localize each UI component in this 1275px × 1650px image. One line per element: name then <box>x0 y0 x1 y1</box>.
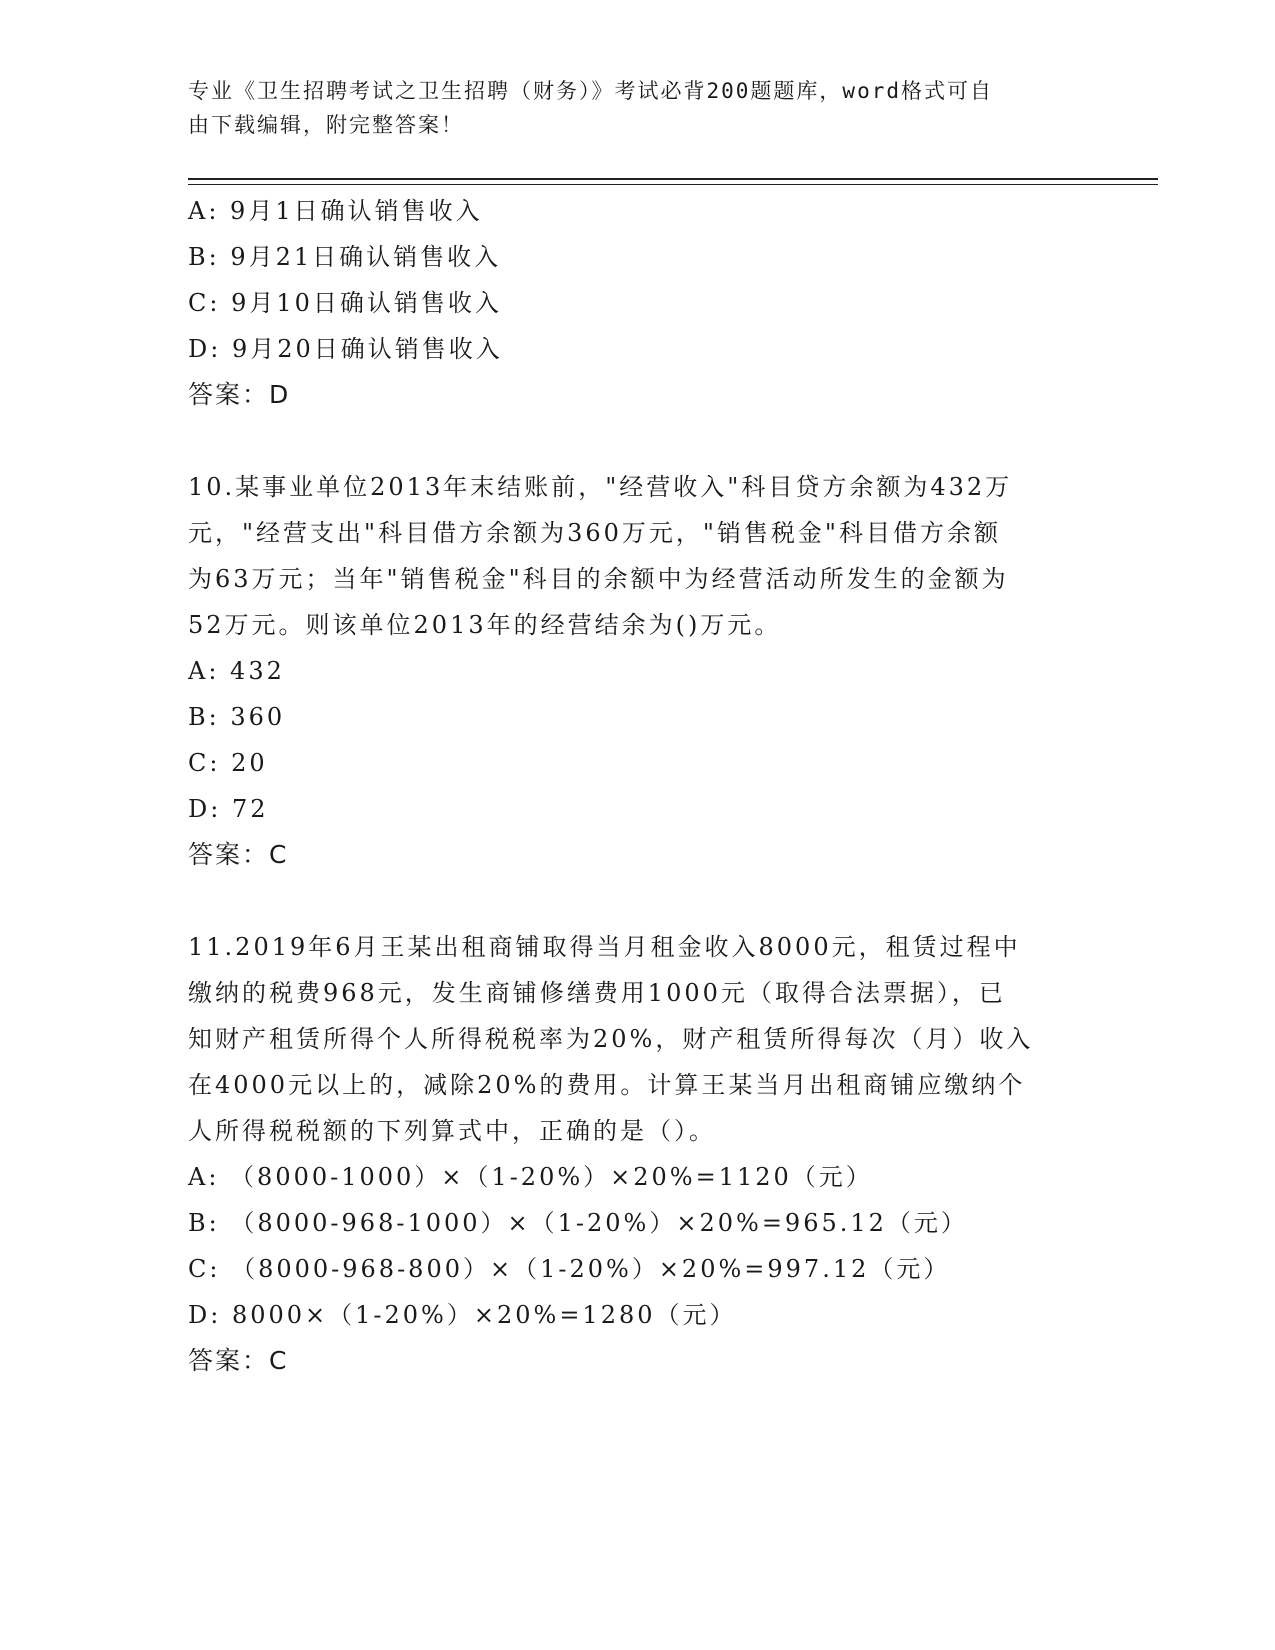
q9-option-d: D: 9月20日确认销售收入 <box>188 335 503 363</box>
q10-answer: 答案：C <box>188 840 289 869</box>
header-line-1: 专业《卫生招聘考试之卫生招聘（财务）》考试必背200题题库，word格式可自 <box>188 79 993 103</box>
q10-option-c: C: 20 <box>188 749 268 777</box>
q11-stem-line-3: 知财产租赁所得个人所得税税率为20%，财产租赁所得每次（月）收入 <box>188 1025 1034 1053</box>
q9-option-a: A: 9月1日确认销售收入 <box>188 197 483 225</box>
q11-answer: 答案：C <box>188 1346 289 1375</box>
document-header <box>188 74 1088 142</box>
q10-option-d: D: 72 <box>188 795 269 823</box>
spacer <box>188 418 1088 464</box>
spacer <box>188 878 1088 924</box>
q11-stem-line-1: 11.2019年6月王某出租商铺取得当月租金收入8000元，租赁过程中 <box>188 933 1021 961</box>
q11-option-b: B: （8000-968-1000）×（1-20%）×20%=965.12（元） <box>188 1209 968 1237</box>
question-11 <box>188 924 1088 1384</box>
q10-stem-line-1: 10.某事业单位2013年末结账前，"经营收入"科目贷方余额为432万 <box>188 473 1013 501</box>
question-10 <box>188 464 1088 878</box>
q10-option-b: B: 360 <box>188 703 286 731</box>
document-body <box>188 188 1088 1384</box>
q9-option-b: B: 9月21日确认销售收入 <box>188 243 502 271</box>
header-divider-thin <box>188 184 1158 185</box>
q10-stem-line-4: 52万元。则该单位2013年的经营结余为()万元。 <box>188 611 782 639</box>
q11-option-c: C: （8000-968-800）×（1-20%）×20%=997.12（元） <box>188 1255 951 1283</box>
q9-answer: 答案：D <box>188 380 291 409</box>
q10-option-a: A: 432 <box>188 657 285 685</box>
header-line-2: 由下载编辑，附完整答案！ <box>188 113 464 137</box>
header-divider-thick <box>188 178 1158 180</box>
q10-stem-line-2: 元，"经营支出"科目借方余额为360万元，"销售税金"科目借方余额 <box>188 519 1001 547</box>
q11-stem-line-4: 在4000元以上的，减除20%的费用。计算王某当月出租商铺应缴纳个 <box>188 1071 1026 1099</box>
question-9 <box>188 188 1088 418</box>
q11-option-d: D: 8000×（1-20%）×20%=1280（元） <box>188 1301 737 1329</box>
q11-stem-line-2: 缴纳的税费968元，发生商铺修缮费用1000元（取得合法票据），已 <box>188 979 1006 1007</box>
q11-option-a: A: （8000-1000）×（1-20%）×20%=1120（元） <box>188 1163 873 1191</box>
q11-stem-line-5: 人所得税税额的下列算式中，正确的是（）。 <box>188 1117 716 1145</box>
q10-stem-line-3: 为63万元；当年"销售税金"科目的余额中为经营活动所发生的金额为 <box>188 565 1009 593</box>
q9-option-c: C: 9月10日确认销售收入 <box>188 289 502 317</box>
